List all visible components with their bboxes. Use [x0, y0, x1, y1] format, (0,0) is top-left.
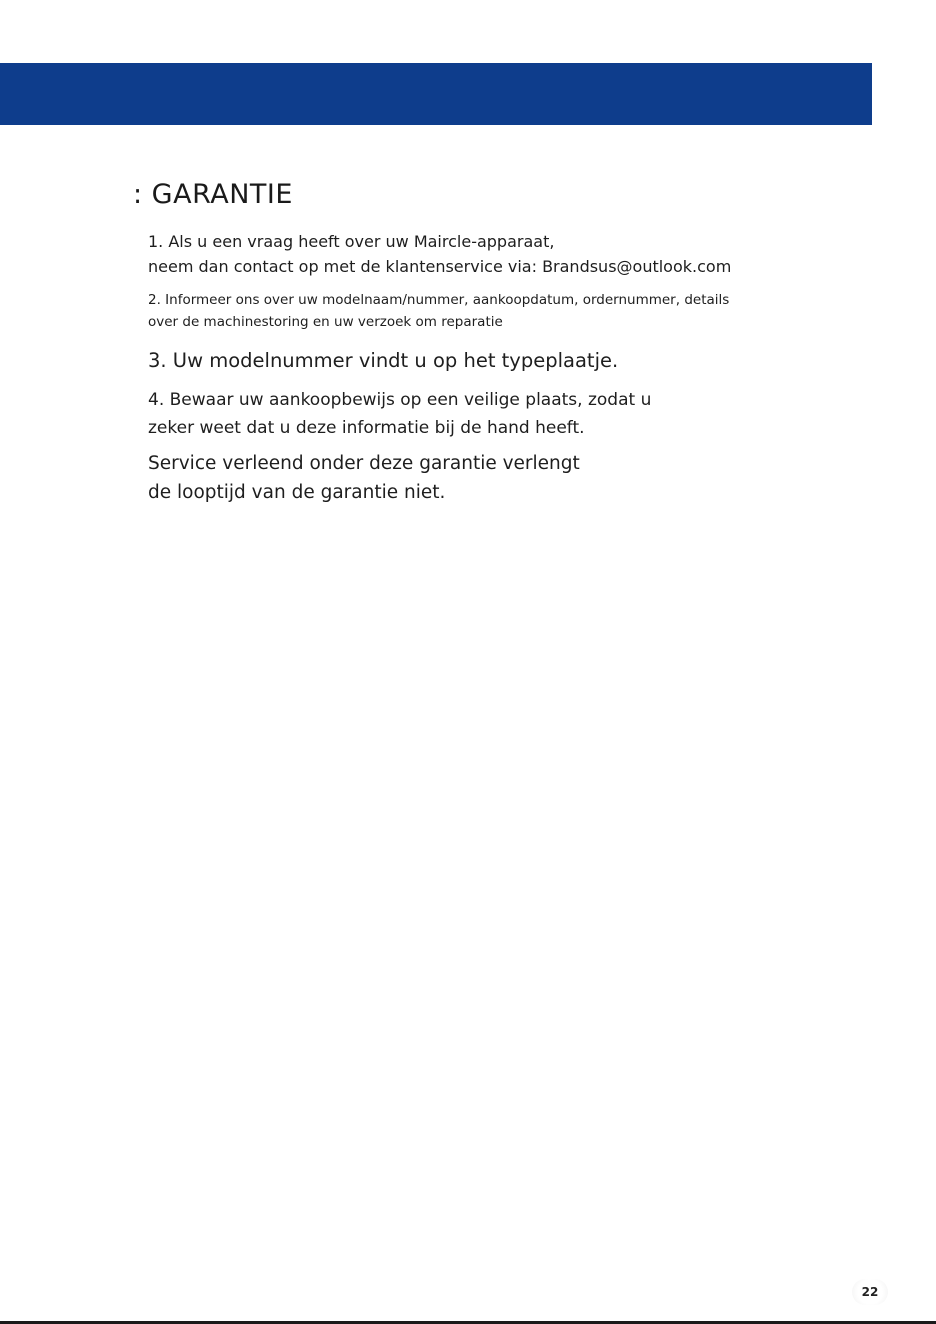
- warranty-item-1-line-1: 1. Als u een vraag heeft over uw Maircle-apparaat,: [148, 232, 555, 251]
- warranty-item-1: [148, 229, 731, 279]
- section-title: : GARANTIE: [133, 179, 293, 210]
- warranty-note: [148, 449, 580, 507]
- warranty-item-4: [148, 386, 651, 442]
- page-number: 22: [852, 1279, 888, 1305]
- warranty-item-1-line-2: neem dan contact op met de klantenservice via: Brandsus@outlook.com: [148, 257, 732, 276]
- warranty-item-2-line-1: 2. Informeer ons over uw modelnaam/nummer, aankoopdatum, ordernummer, details: [148, 292, 730, 308]
- warranty-item-2-line-2: over de machinestoring en uw verzoek om reparatie: [148, 314, 503, 330]
- warranty-note-line-2: de looptijd van de garantie niet.: [148, 482, 446, 503]
- warranty-item-2: [148, 289, 729, 333]
- warranty-item-3-line-1: 3. Uw modelnummer vindt u op het typeplaatje.: [148, 349, 619, 372]
- warranty-item-4-line-2: zeker weet dat u deze informatie bij de hand heeft.: [148, 418, 585, 438]
- warranty-note-line-1: Service verleend onder deze garantie verlengt: [148, 453, 580, 474]
- header-band: [0, 63, 872, 125]
- warranty-item-3: [148, 346, 618, 376]
- warranty-item-4-line-1: 4. Bewaar uw aankoopbewijs op een veilige plaats, zodat u: [148, 390, 652, 410]
